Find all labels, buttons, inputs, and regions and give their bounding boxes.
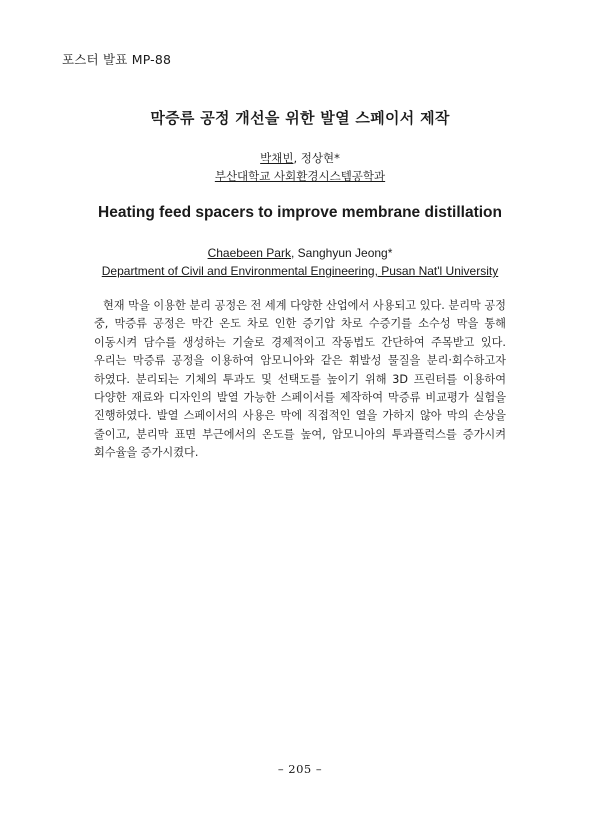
- session-label: 포스터 발표 MP-88: [62, 52, 172, 67]
- page-number: – 205 –: [277, 762, 323, 776]
- abstract-body: 현재 막을 이용한 분리 공정은 전 세계 다양한 산업에서 사용되고 있다. 분리막 공정 중, 막증류 공정은 막간 온도 차로 인한 증기압 차로 수증기를 소수성 막을 통해 이동시켜 담수를 생성하는 기술로 경제적이고 작동법도 간단하여 주목받고 있다. 우리는 막증류 공정을 이용하여 암모니아와 같은 휘발성 물질을 분리·회수하고자 하였다. 분리되는 기체의 투과도 및 선택도를 높이기 위해 3D 프린터를 이용하여 다양한 재료와 디자인의 발열 가능한 스페이서를 제작하여 막증류 비교평가 실험을 진행하였다. 발열 스페이서의 사용은 막에 직접적인 열을 가하지 않아 막의 손상을 줄이고, 분리막 표면 부근에서의 온도를 높여, 암모니아의 투과플럭스를 증가시켜 회수율을 증가시켰다.: [94, 299, 506, 460]
- korean-authors: [0, 150, 600, 166]
- english-authors: [0, 246, 600, 260]
- first-author-en: Chaebeen Park: [207, 246, 291, 260]
- author-separator-en: ,: [290, 246, 295, 260]
- corresponding-author-ko: 정상현*: [300, 151, 340, 165]
- english-title: Heating feed spacers to improve membrane distillation: [98, 204, 502, 221]
- korean-title: 막증류 공정 개선을 위한 발열 스페이서 제작: [150, 109, 450, 127]
- korean-affiliation: [0, 168, 600, 184]
- first-author-ko: 박채빈: [260, 151, 294, 165]
- corresponding-author-en: Sanghyun Jeong*: [297, 246, 393, 260]
- english-affiliation: Department of Civil and Environmental Engineering, Pusan Nat'l University: [101, 264, 499, 278]
- korean-affiliation-text: 부산대학교 사회환경시스템공학과: [214, 169, 386, 183]
- author-separator-ko: ,: [293, 151, 298, 165]
